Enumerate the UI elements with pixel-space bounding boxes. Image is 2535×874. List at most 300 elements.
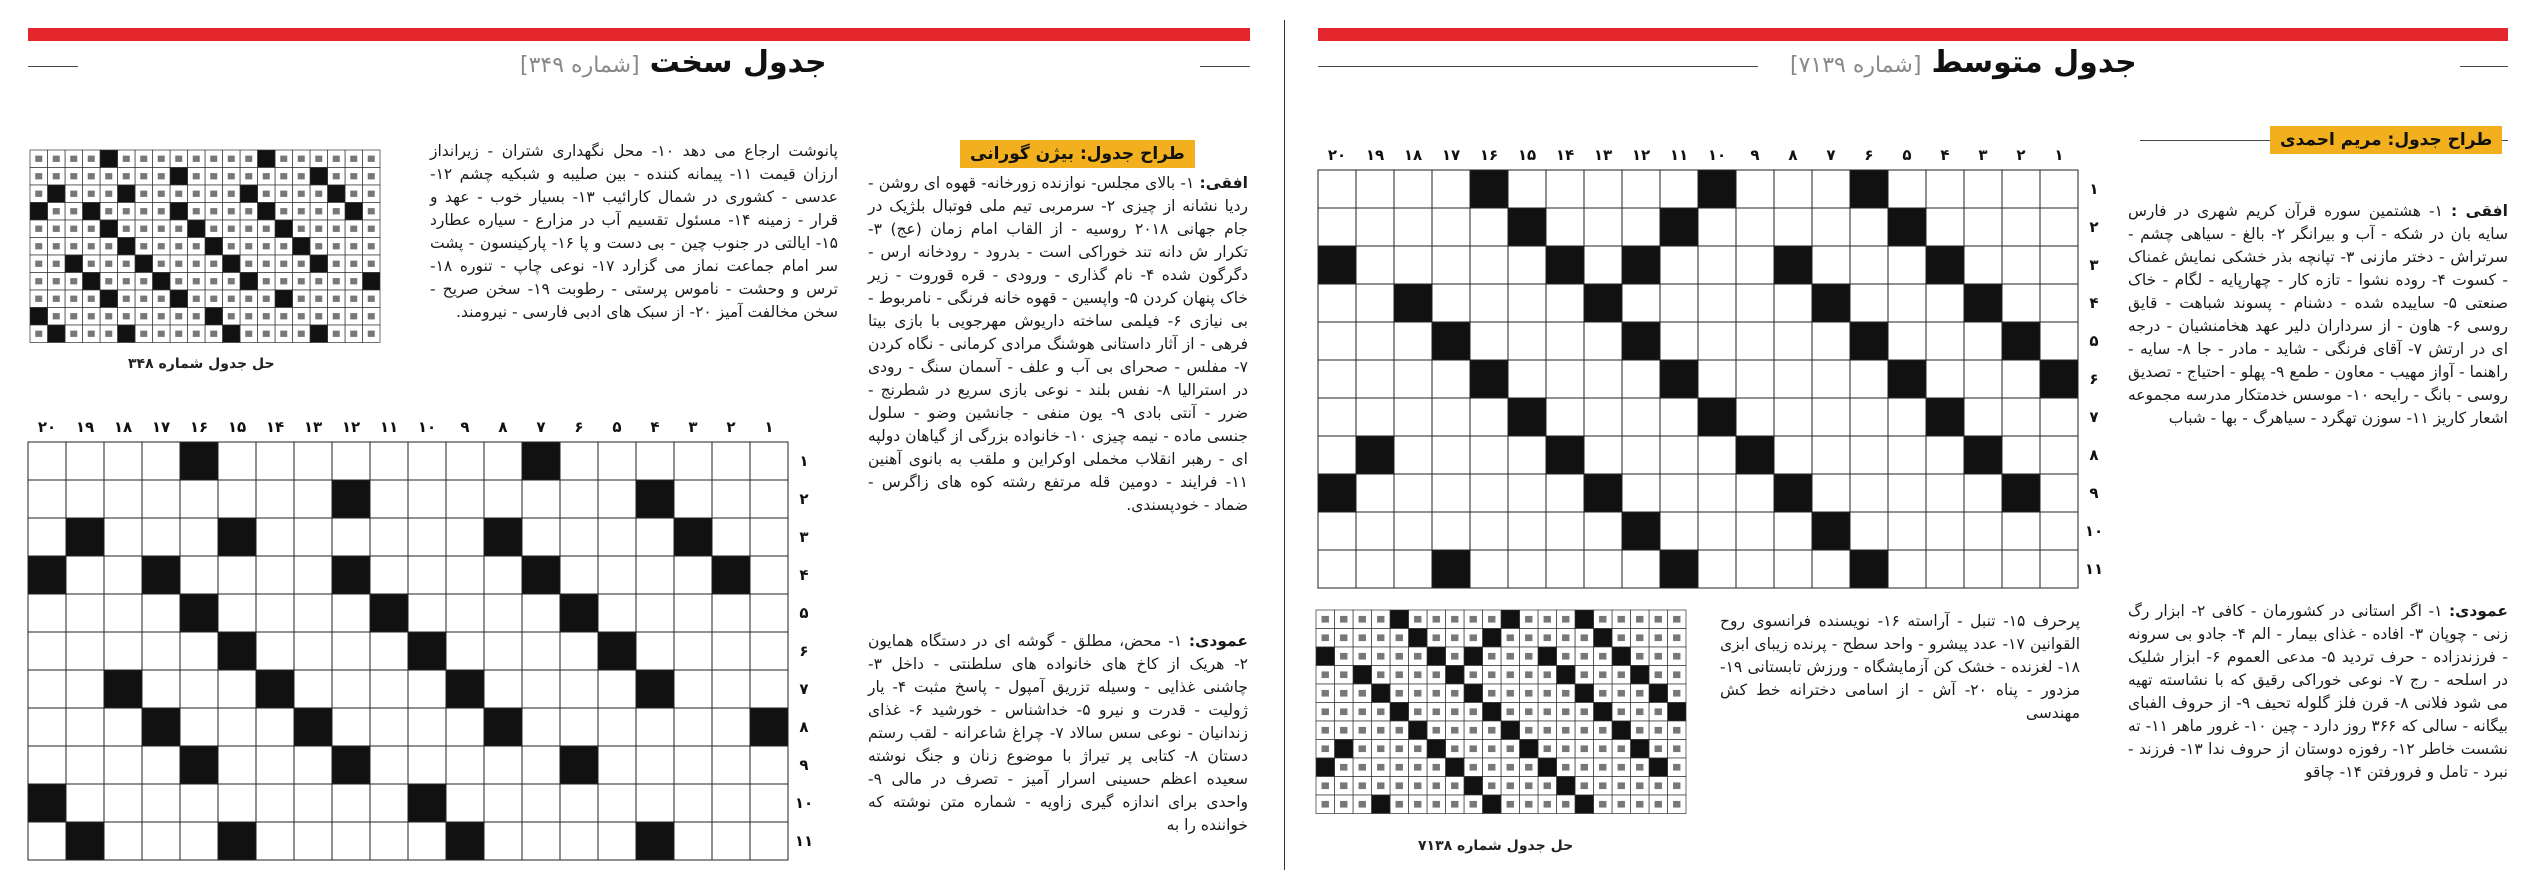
grid-cell[interactable]	[598, 746, 636, 784]
grid-cell[interactable]	[66, 556, 104, 594]
grid-cell[interactable]	[1356, 322, 1394, 360]
grid-cell[interactable]	[2002, 170, 2040, 208]
grid-cell[interactable]	[1926, 170, 1964, 208]
grid-cell[interactable]	[674, 594, 712, 632]
grid-cell[interactable]	[1470, 474, 1508, 512]
grid-cell[interactable]	[484, 480, 522, 518]
grid-cell[interactable]	[484, 670, 522, 708]
grid-cell[interactable]	[1736, 512, 1774, 550]
grid-cell[interactable]	[1356, 360, 1394, 398]
grid-cell[interactable]	[750, 442, 788, 480]
grid-cell[interactable]	[1622, 170, 1660, 208]
grid-cell[interactable]	[1470, 284, 1508, 322]
grid-cell[interactable]	[1774, 550, 1812, 588]
grid-cell[interactable]	[1318, 170, 1356, 208]
grid-cell[interactable]	[484, 784, 522, 822]
grid-cell[interactable]	[750, 746, 788, 784]
grid-cell[interactable]	[142, 746, 180, 784]
grid-cell[interactable]	[522, 480, 560, 518]
grid-cell[interactable]	[1812, 398, 1850, 436]
grid-cell[interactable]	[294, 518, 332, 556]
grid-cell[interactable]	[598, 556, 636, 594]
grid-cell[interactable]	[484, 822, 522, 860]
grid-cell[interactable]	[294, 670, 332, 708]
grid-cell[interactable]	[256, 708, 294, 746]
grid-cell[interactable]	[712, 594, 750, 632]
grid-cell[interactable]	[1812, 246, 1850, 284]
grid-cell[interactable]	[1736, 360, 1774, 398]
grid-cell[interactable]	[1318, 360, 1356, 398]
grid-cell[interactable]	[408, 480, 446, 518]
grid-cell[interactable]	[256, 556, 294, 594]
grid-cell[interactable]	[1470, 550, 1508, 588]
grid-cell[interactable]	[1584, 550, 1622, 588]
grid-cell[interactable]	[256, 518, 294, 556]
grid-cell[interactable]	[674, 822, 712, 860]
grid-cell[interactable]	[370, 632, 408, 670]
grid-cell[interactable]	[1508, 474, 1546, 512]
grid-cell[interactable]	[1394, 322, 1432, 360]
grid-cell[interactable]	[1432, 436, 1470, 474]
grid-cell[interactable]	[1546, 284, 1584, 322]
grid-cell[interactable]	[2002, 398, 2040, 436]
grid-cell[interactable]	[1926, 550, 1964, 588]
grid-cell[interactable]	[1394, 208, 1432, 246]
grid-cell[interactable]	[256, 480, 294, 518]
grid-cell[interactable]	[370, 708, 408, 746]
grid-cell[interactable]	[484, 594, 522, 632]
grid-cell[interactable]	[1432, 360, 1470, 398]
grid-cell[interactable]	[522, 822, 560, 860]
grid-cell[interactable]	[1964, 360, 2002, 398]
grid-cell[interactable]	[66, 442, 104, 480]
grid-cell[interactable]	[636, 594, 674, 632]
grid-cell[interactable]	[1888, 398, 1926, 436]
grid-cell[interactable]	[1584, 512, 1622, 550]
grid-cell[interactable]	[104, 822, 142, 860]
grid-cell[interactable]	[1432, 474, 1470, 512]
grid-cell[interactable]	[750, 556, 788, 594]
grid-cell[interactable]	[408, 518, 446, 556]
grid-cell[interactable]	[1964, 246, 2002, 284]
grid-cell[interactable]	[2040, 512, 2078, 550]
grid-cell[interactable]	[1812, 322, 1850, 360]
grid-cell[interactable]	[294, 480, 332, 518]
grid-cell[interactable]	[1736, 208, 1774, 246]
grid-cell[interactable]	[142, 594, 180, 632]
grid-cell[interactable]	[1546, 360, 1584, 398]
grid-cell[interactable]	[28, 670, 66, 708]
grid-cell[interactable]	[598, 518, 636, 556]
grid-cell[interactable]	[332, 822, 370, 860]
grid-cell[interactable]	[1508, 436, 1546, 474]
grid-cell[interactable]	[142, 670, 180, 708]
grid-cell[interactable]	[66, 746, 104, 784]
grid-cell[interactable]	[636, 708, 674, 746]
grid-cell[interactable]	[1850, 474, 1888, 512]
grid-cell[interactable]	[1888, 436, 1926, 474]
grid-cell[interactable]	[1394, 436, 1432, 474]
grid-cell[interactable]	[28, 518, 66, 556]
grid-cell[interactable]	[142, 442, 180, 480]
grid-cell[interactable]	[1584, 398, 1622, 436]
grid-cell[interactable]	[2040, 550, 2078, 588]
grid-cell[interactable]	[1470, 398, 1508, 436]
grid-cell[interactable]	[1622, 474, 1660, 512]
grid-cell[interactable]	[1622, 284, 1660, 322]
grid-cell[interactable]	[180, 822, 218, 860]
grid-cell[interactable]	[712, 822, 750, 860]
grid-cell[interactable]	[408, 442, 446, 480]
grid-cell[interactable]	[1318, 284, 1356, 322]
grid-cell[interactable]	[1508, 512, 1546, 550]
grid-cell[interactable]	[142, 632, 180, 670]
grid-cell[interactable]	[1508, 360, 1546, 398]
grid-cell[interactable]	[104, 556, 142, 594]
grid-cell[interactable]	[1698, 436, 1736, 474]
grid-cell[interactable]	[712, 746, 750, 784]
grid-cell[interactable]	[1660, 284, 1698, 322]
grid-cell[interactable]	[1508, 322, 1546, 360]
grid-cell[interactable]	[1774, 398, 1812, 436]
grid-cell[interactable]	[446, 746, 484, 784]
grid-cell[interactable]	[1774, 360, 1812, 398]
grid-cell[interactable]	[636, 784, 674, 822]
grid-cell[interactable]	[2040, 322, 2078, 360]
grid-cell[interactable]	[1660, 512, 1698, 550]
grid-cell[interactable]	[1850, 436, 1888, 474]
grid-cell[interactable]	[256, 594, 294, 632]
grid-cell[interactable]	[522, 518, 560, 556]
grid-cell[interactable]	[712, 708, 750, 746]
grid-cell[interactable]	[598, 784, 636, 822]
grid-cell[interactable]	[1356, 246, 1394, 284]
grid-cell[interactable]	[1546, 208, 1584, 246]
grid-cell[interactable]	[1394, 550, 1432, 588]
grid-cell[interactable]	[1850, 208, 1888, 246]
grid-cell[interactable]	[1888, 246, 1926, 284]
grid-cell[interactable]	[1888, 322, 1926, 360]
grid-cell[interactable]	[1698, 322, 1736, 360]
grid-cell[interactable]	[218, 556, 256, 594]
grid-cell[interactable]	[712, 442, 750, 480]
grid-cell[interactable]	[1432, 284, 1470, 322]
grid-cell[interactable]	[636, 518, 674, 556]
grid-cell[interactable]	[712, 670, 750, 708]
grid-cell[interactable]	[1888, 512, 1926, 550]
grid-cell[interactable]	[294, 784, 332, 822]
grid-cell[interactable]	[560, 480, 598, 518]
grid-cell[interactable]	[1888, 170, 1926, 208]
grid-cell[interactable]	[408, 708, 446, 746]
grid-cell[interactable]	[1926, 360, 1964, 398]
grid-cell[interactable]	[294, 746, 332, 784]
grid-cell[interactable]	[712, 518, 750, 556]
grid-cell[interactable]	[408, 822, 446, 860]
grid-cell[interactable]	[2002, 550, 2040, 588]
grid-cell[interactable]	[598, 442, 636, 480]
grid-cell[interactable]	[370, 518, 408, 556]
grid-cell[interactable]	[218, 442, 256, 480]
grid-cell[interactable]	[712, 480, 750, 518]
grid-cell[interactable]	[1622, 208, 1660, 246]
grid-cell[interactable]	[142, 784, 180, 822]
grid-cell[interactable]	[1964, 398, 2002, 436]
grid-cell[interactable]	[142, 518, 180, 556]
grid-cell[interactable]	[1736, 246, 1774, 284]
grid-cell[interactable]	[1546, 512, 1584, 550]
grid-cell[interactable]	[104, 708, 142, 746]
grid-cell[interactable]	[1812, 170, 1850, 208]
grid-cell[interactable]	[408, 594, 446, 632]
grid-cell[interactable]	[218, 594, 256, 632]
grid-cell[interactable]	[560, 822, 598, 860]
grid-cell[interactable]	[104, 518, 142, 556]
grid-cell[interactable]	[750, 784, 788, 822]
grid-cell[interactable]	[636, 442, 674, 480]
grid-cell[interactable]	[66, 480, 104, 518]
grid-cell[interactable]	[104, 442, 142, 480]
grid-cell[interactable]	[180, 518, 218, 556]
grid-cell[interactable]	[1774, 322, 1812, 360]
grid-cell[interactable]	[1964, 474, 2002, 512]
grid-cell[interactable]	[2040, 208, 2078, 246]
grid-cell[interactable]	[1926, 284, 1964, 322]
grid-cell[interactable]	[28, 594, 66, 632]
grid-cell[interactable]	[1394, 512, 1432, 550]
grid-cell[interactable]	[1356, 208, 1394, 246]
grid-cell[interactable]	[1926, 512, 1964, 550]
grid-cell[interactable]	[560, 556, 598, 594]
grid-cell[interactable]	[1660, 246, 1698, 284]
grid-cell[interactable]	[560, 784, 598, 822]
grid-cell[interactable]	[28, 632, 66, 670]
grid-cell[interactable]	[1926, 208, 1964, 246]
grid-cell[interactable]	[370, 822, 408, 860]
grid-cell[interactable]	[1736, 170, 1774, 208]
grid-cell[interactable]	[1394, 246, 1432, 284]
grid-cell[interactable]	[1622, 436, 1660, 474]
grid-cell[interactable]	[1622, 360, 1660, 398]
grid-cell[interactable]	[1736, 322, 1774, 360]
grid-cell[interactable]	[180, 556, 218, 594]
grid-cell[interactable]	[446, 708, 484, 746]
grid-cell[interactable]	[598, 708, 636, 746]
grid-cell[interactable]	[332, 442, 370, 480]
grid-cell[interactable]	[522, 670, 560, 708]
grid-cell[interactable]	[180, 632, 218, 670]
grid-cell[interactable]	[2040, 474, 2078, 512]
grid-cell[interactable]	[674, 784, 712, 822]
grid-cell[interactable]	[28, 746, 66, 784]
grid-cell[interactable]	[66, 784, 104, 822]
grid-cell[interactable]	[484, 556, 522, 594]
grid-cell[interactable]	[560, 632, 598, 670]
grid-cell[interactable]	[1622, 398, 1660, 436]
grid-cell[interactable]	[1546, 322, 1584, 360]
grid-cell[interactable]	[750, 822, 788, 860]
grid-cell[interactable]	[104, 594, 142, 632]
grid-cell[interactable]	[1774, 284, 1812, 322]
grid-cell[interactable]	[1470, 512, 1508, 550]
grid-cell[interactable]	[1850, 284, 1888, 322]
grid-cell[interactable]	[636, 632, 674, 670]
grid-cell[interactable]	[1508, 170, 1546, 208]
grid-cell[interactable]	[28, 480, 66, 518]
grid-cell[interactable]	[256, 822, 294, 860]
grid-cell[interactable]	[750, 594, 788, 632]
grid-cell[interactable]	[1812, 360, 1850, 398]
grid-cell[interactable]	[1432, 512, 1470, 550]
grid-cell[interactable]	[1356, 474, 1394, 512]
grid-cell[interactable]	[446, 632, 484, 670]
grid-cell[interactable]	[1584, 360, 1622, 398]
grid-cell[interactable]	[1470, 246, 1508, 284]
grid-cell[interactable]	[218, 746, 256, 784]
grid-cell[interactable]	[1584, 436, 1622, 474]
grid-cell[interactable]	[1812, 474, 1850, 512]
grid-cell[interactable]	[218, 670, 256, 708]
grid-cell[interactable]	[1774, 436, 1812, 474]
grid-cell[interactable]	[2040, 398, 2078, 436]
grid-cell[interactable]	[104, 632, 142, 670]
grid-cell[interactable]	[294, 594, 332, 632]
grid-cell[interactable]	[560, 670, 598, 708]
grid-cell[interactable]	[1356, 550, 1394, 588]
grid-cell[interactable]	[104, 746, 142, 784]
grid-cell[interactable]	[28, 822, 66, 860]
grid-cell[interactable]	[1774, 170, 1812, 208]
grid-cell[interactable]	[1812, 436, 1850, 474]
grid-cell[interactable]	[674, 480, 712, 518]
grid-cell[interactable]	[750, 480, 788, 518]
grid-cell[interactable]	[1660, 436, 1698, 474]
grid-cell[interactable]	[2040, 170, 2078, 208]
grid-cell[interactable]	[1850, 512, 1888, 550]
grid-cell[interactable]	[1774, 208, 1812, 246]
grid-cell[interactable]	[1318, 398, 1356, 436]
grid-cell[interactable]	[256, 442, 294, 480]
grid-cell[interactable]	[370, 442, 408, 480]
grid-cell[interactable]	[1660, 474, 1698, 512]
grid-cell[interactable]	[1698, 474, 1736, 512]
grid-cell[interactable]	[1888, 474, 1926, 512]
grid-cell[interactable]	[2002, 284, 2040, 322]
grid-cell[interactable]	[104, 480, 142, 518]
grid-cell[interactable]	[484, 632, 522, 670]
grid-cell[interactable]	[750, 670, 788, 708]
grid-cell[interactable]	[1432, 246, 1470, 284]
grid-cell[interactable]	[674, 670, 712, 708]
grid-cell[interactable]	[636, 556, 674, 594]
grid-cell[interactable]	[1698, 512, 1736, 550]
grid-cell[interactable]	[180, 784, 218, 822]
grid-cell[interactable]	[332, 594, 370, 632]
grid-cell[interactable]	[522, 594, 560, 632]
grid-cell[interactable]	[1736, 284, 1774, 322]
grid-cell[interactable]	[294, 632, 332, 670]
grid-cell[interactable]	[256, 632, 294, 670]
grid-cell[interactable]	[1812, 208, 1850, 246]
grid-cell[interactable]	[484, 746, 522, 784]
grid-cell[interactable]	[1850, 246, 1888, 284]
grid-cell[interactable]	[1470, 322, 1508, 360]
grid-cell[interactable]	[712, 632, 750, 670]
grid-cell[interactable]	[332, 708, 370, 746]
grid-cell[interactable]	[674, 556, 712, 594]
grid-cell[interactable]	[218, 784, 256, 822]
grid-cell[interactable]	[522, 784, 560, 822]
grid-cell[interactable]	[674, 746, 712, 784]
grid-cell[interactable]	[1546, 474, 1584, 512]
grid-cell[interactable]	[142, 480, 180, 518]
grid-cell[interactable]	[560, 518, 598, 556]
grid-cell[interactable]	[66, 708, 104, 746]
grid-cell[interactable]	[370, 480, 408, 518]
grid-cell[interactable]	[1964, 170, 2002, 208]
grid-cell[interactable]	[446, 442, 484, 480]
grid-cell[interactable]	[180, 480, 218, 518]
grid-cell[interactable]	[1888, 550, 1926, 588]
grid-cell[interactable]	[2040, 246, 2078, 284]
grid-cell[interactable]	[256, 784, 294, 822]
grid-cell[interactable]	[598, 670, 636, 708]
grid-cell[interactable]	[2002, 246, 2040, 284]
grid-cell[interactable]	[2002, 436, 2040, 474]
grid-cell[interactable]	[674, 708, 712, 746]
grid-cell[interactable]	[332, 784, 370, 822]
grid-cell[interactable]	[674, 632, 712, 670]
grid-cell[interactable]	[446, 518, 484, 556]
grid-cell[interactable]	[2002, 208, 2040, 246]
grid-cell[interactable]	[598, 822, 636, 860]
grid-cell[interactable]	[1546, 170, 1584, 208]
grid-cell[interactable]	[1432, 170, 1470, 208]
grid-cell[interactable]	[1698, 208, 1736, 246]
grid-cell[interactable]	[408, 670, 446, 708]
grid-cell[interactable]	[1888, 284, 1926, 322]
grid-cell[interactable]	[446, 594, 484, 632]
grid-cell[interactable]	[1584, 208, 1622, 246]
grid-cell[interactable]	[1394, 170, 1432, 208]
grid-cell[interactable]	[294, 822, 332, 860]
grid-cell[interactable]	[1698, 246, 1736, 284]
grid-cell[interactable]	[674, 442, 712, 480]
grid-cell[interactable]	[2002, 360, 2040, 398]
grid-cell[interactable]	[1660, 170, 1698, 208]
grid-cell[interactable]	[1356, 512, 1394, 550]
grid-cell[interactable]	[1812, 550, 1850, 588]
grid-cell[interactable]	[142, 822, 180, 860]
grid-cell[interactable]	[1318, 322, 1356, 360]
grid-cell[interactable]	[2002, 512, 2040, 550]
grid-cell[interactable]	[294, 442, 332, 480]
grid-cell[interactable]	[104, 784, 142, 822]
grid-cell[interactable]	[712, 784, 750, 822]
grid-cell[interactable]	[370, 784, 408, 822]
grid-cell[interactable]	[1926, 474, 1964, 512]
grid-cell[interactable]	[256, 746, 294, 784]
grid-cell[interactable]	[1926, 322, 1964, 360]
grid-cell[interactable]	[1318, 512, 1356, 550]
grid-cell[interactable]	[560, 442, 598, 480]
grid-cell[interactable]	[1318, 208, 1356, 246]
grid-cell[interactable]	[1318, 436, 1356, 474]
grid-cell[interactable]	[1736, 550, 1774, 588]
grid-cell[interactable]	[1584, 170, 1622, 208]
grid-cell[interactable]	[598, 480, 636, 518]
grid-cell[interactable]	[1736, 474, 1774, 512]
